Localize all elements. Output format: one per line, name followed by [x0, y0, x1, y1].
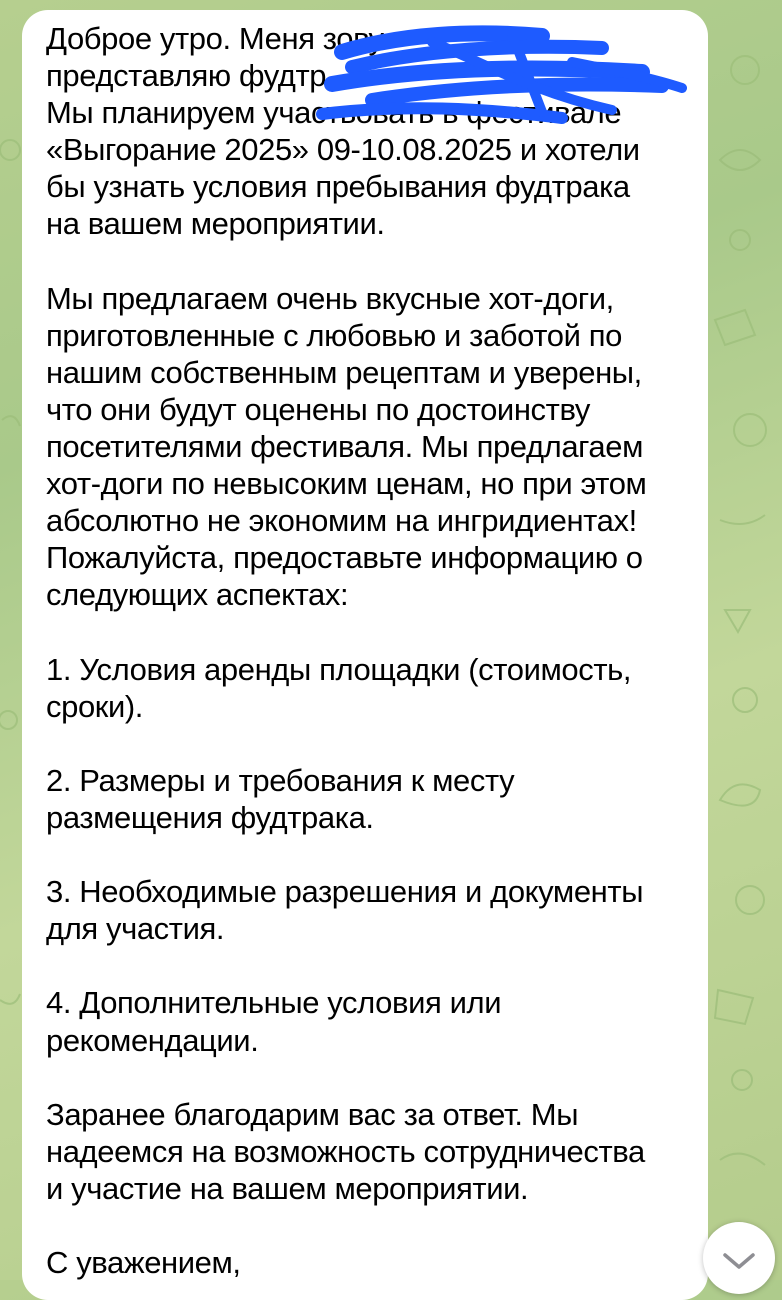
message-line: сроки).: [46, 688, 143, 724]
message-line: [46, 243, 686, 280]
message-line: бы узнать условия пребывания фудтрака: [46, 169, 630, 205]
message-line: [46, 836, 686, 873]
message-line: 4. Дополнительные условия или: [46, 985, 502, 1021]
chevron-down-icon: [722, 1252, 756, 1270]
message-line: нашим собственным рецептам и уверены,: [46, 354, 642, 390]
message-line: [46, 614, 686, 651]
message-line: представляю фудтр: [46, 58, 327, 94]
message-line: что они будут оценены по достоинству: [46, 391, 590, 427]
message-line: 2. Размеры и требования к месту: [46, 762, 515, 798]
message-line: хот-доги по невысоким ценам, но при этом: [46, 466, 647, 502]
message-line: Пожалуйста, предоставьте информацию о: [46, 540, 643, 576]
message-line: Мы планируем участвовать в фестивале: [46, 95, 622, 131]
message-line: надеемся на возможность сотрудничества: [46, 1133, 645, 1169]
message-line: посетителями фестиваля. Мы предлагаем: [46, 429, 643, 465]
message-line: «Выгорание 2025» 09-10.08.2025 и хотели: [46, 132, 640, 168]
message-line: Заранее благодарим вас за ответ. Мы: [46, 1096, 579, 1132]
message-line: Мы предлагаем очень вкусные хот-доги,: [46, 280, 614, 316]
message-line: и участие на вашем мероприятии.: [46, 1170, 529, 1206]
message-line: 3. Необходимые разрешения и документы: [46, 874, 644, 910]
message-line: следующих аспектах:: [46, 577, 349, 613]
scroll-down-button[interactable]: [703, 1222, 775, 1294]
message-line: для участия.: [46, 911, 225, 947]
message-line: размещения фудтрака.: [46, 799, 374, 835]
message-line: [46, 725, 686, 762]
message-bubble[interactable]: [22, 10, 708, 1300]
message-line: [46, 1207, 686, 1244]
message-line: рекомендации.: [46, 1022, 259, 1058]
message-line: на вашем мероприятии.: [46, 206, 385, 242]
message-line: С уважением,: [46, 1245, 241, 1281]
message-line: приготовленные с любовью и заботой по: [46, 317, 622, 353]
message-line: [46, 947, 686, 984]
message-line: 1. Условия аренды площадки (стоимость,: [46, 651, 632, 687]
message-line: Доброе утро. Меня зову: [46, 21, 384, 56]
message-line: абсолютно не экономим на ингридиентах!: [46, 503, 637, 539]
message-line: [46, 1059, 686, 1096]
